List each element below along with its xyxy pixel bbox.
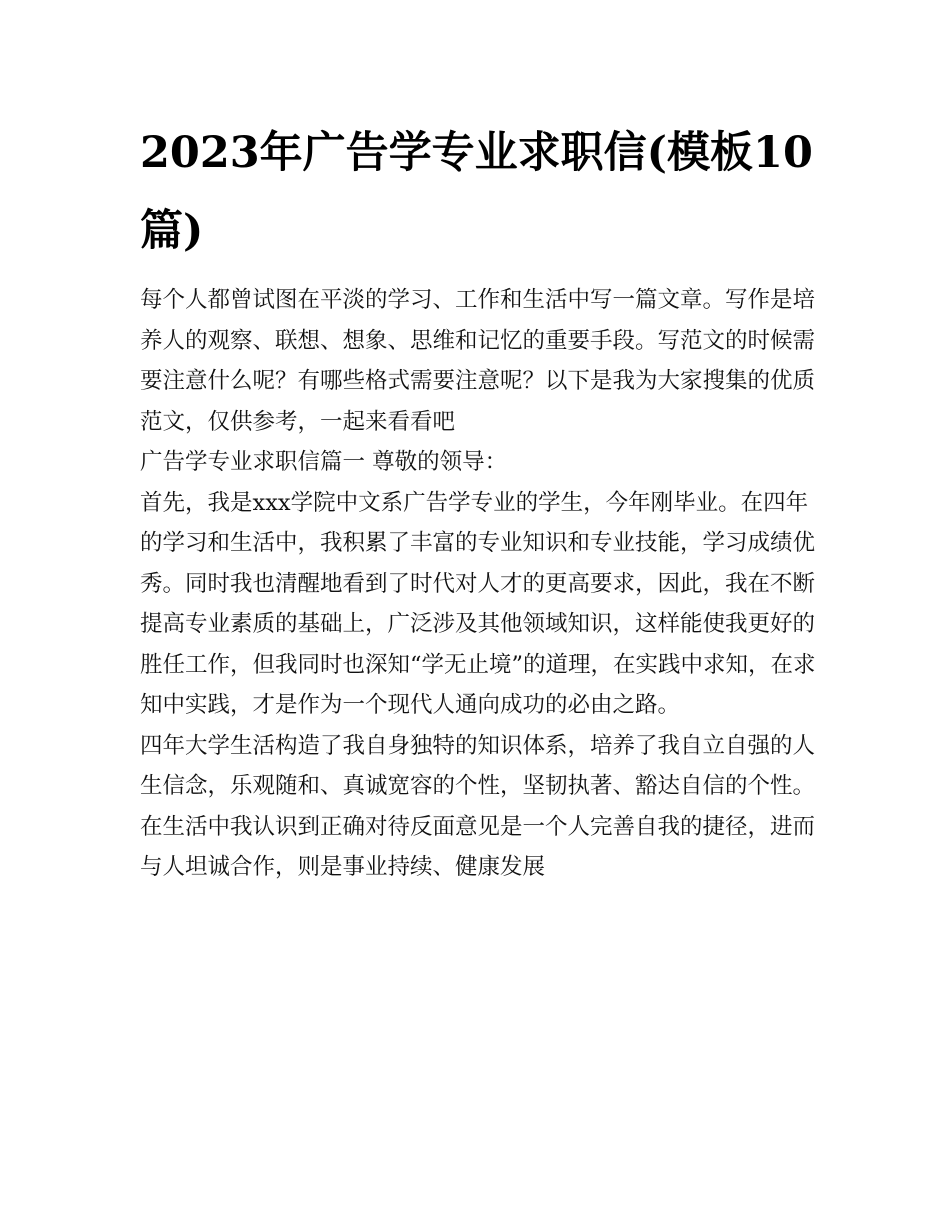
body-paragraph: 四年大学生活构造了我自身独特的知识体系，培养了我自立自强的人生信念，乐观随和、真诚宽容的个性，坚韧执著、豁达自信的个性。在生活中我认识到正确对待反面意见是一个人完善自我的捷径，进而与人坦诚合作，则是事业持续、健康发展 (140, 732, 816, 880)
document-title: 2023年广告学专业求职信(模板10篇) (140, 128, 813, 256)
intro-paragraph: 每个人都曾试图在平淡的学习、工作和生活中写一篇文章。写作是培养人的观察、联想、想象、思维和记忆的重要手段。写范文的时候需要注意什么呢？有哪些格式需要注意呢？以下是我为大家搜集的优质范文，仅供参考，一起来看看吧 (140, 287, 816, 435)
section-heading-paragraph: 广告学专业求职信篇一 尊敬的领导： (140, 449, 508, 475)
document-body (140, 280, 820, 888)
body-paragraph: 首先，我是xxx学院中文系广告学专业的学生，今年刚毕业。在四年的学习和生活中，我积累了丰富的专业知识和专业技能，学习成绩优秀。同时我也清醒地看到了时代对人才的更高要求，因此，我在不断提高专业素质的基础上，广泛涉及其他领域知识，这样能使我更好的胜任工作，但我同时也深知“学无止境”的道理，在实践中求知，在求知中实践，才是作为一个现代人通向成功的必由之路。 (140, 489, 816, 718)
